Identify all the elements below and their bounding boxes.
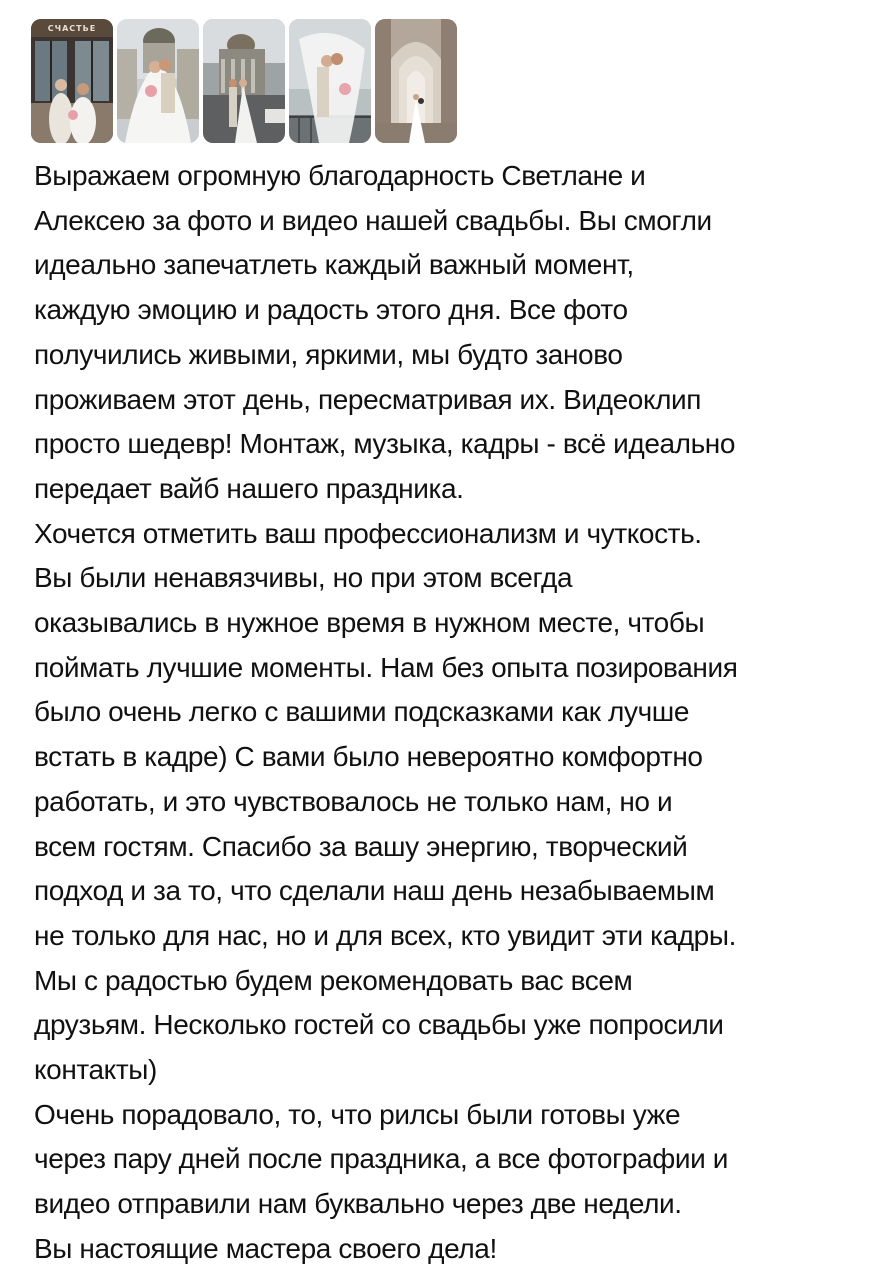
review-line: друзьям. Несколько гостей со свадьбы уже попросили <box>34 1009 724 1041</box>
review-line: контакты) <box>34 1054 157 1086</box>
review-line: передает вайб нашего праздника. <box>34 472 464 504</box>
review-line: каждую эмоцию и радость этого дня. Все фото <box>34 294 628 326</box>
review-line: встать в кадре) С вами было невероятно комфортно <box>34 741 703 773</box>
photo-thumbnail-4[interactable] <box>289 19 371 143</box>
review-line: получились живыми, яркими, мы будто заново <box>34 338 623 370</box>
review-line: поймать лучшие моменты. Нам без опыта позирования <box>34 651 738 683</box>
review-line: подход и за то, что сделали наш день незабываемым <box>34 875 715 907</box>
sign-text: СЧАСТЬЕ <box>47 24 97 33</box>
photo-strip <box>31 19 457 143</box>
photo-thumbnail-5[interactable] <box>375 19 457 143</box>
wedding-photo-icon <box>289 19 371 143</box>
review-line: Очень порадовало, то, что рилсы были готовы уже <box>34 1098 681 1130</box>
review-line: проживаем этот день, пересматривая их. Видеоклип <box>34 383 702 415</box>
review-text <box>34 154 864 1272</box>
review-line: оказывались в нужное время в нужном месте, чтобы <box>34 607 705 639</box>
review-line: всем гостям. Спасибо за вашу энергию, творческий <box>34 830 688 862</box>
review-line: Мы с радостью будем рекомендовать вас всем <box>34 964 633 996</box>
review-line: Хочется отметить ваш профессионализм и чуткость. <box>34 517 702 549</box>
review-line: видео отправили нам буквально через две недели. <box>34 1188 682 1220</box>
review-line: не только для нас, но и для всех, кто увидит эти кадры. <box>34 919 736 951</box>
review-line: Вы настоящие мастера своего дела! <box>34 1232 497 1264</box>
wedding-photo-icon <box>203 19 285 143</box>
wedding-photo-icon <box>117 19 199 143</box>
review-line: через пару дней после праздника, а все фотографии и <box>34 1143 728 1175</box>
review-line: Выражаем огромную благодарность Светлане и <box>34 160 646 191</box>
photo-thumbnail-3[interactable] <box>203 19 285 143</box>
review-line: идеально запечатлеть каждый важный момент, <box>34 249 634 281</box>
review-line: просто шедевр! Монтаж, музыка, кадры - всё идеально <box>34 428 736 460</box>
wedding-photo-icon <box>375 19 457 143</box>
review-line: Вы были ненавязчивы, но при этом всегда <box>34 562 573 594</box>
photo-thumbnail-2[interactable] <box>117 19 199 143</box>
photo-thumbnail-1[interactable] <box>31 19 113 143</box>
review-line: работать, и это чувствовалось не только нам, но и <box>34 785 673 817</box>
review-line: было очень легко с вашими подсказками как лучше <box>34 696 689 728</box>
review-line: Алексею за фото и видео нашей свадьбы. Вы смогли <box>34 204 712 236</box>
wedding-photo-icon <box>31 19 113 143</box>
